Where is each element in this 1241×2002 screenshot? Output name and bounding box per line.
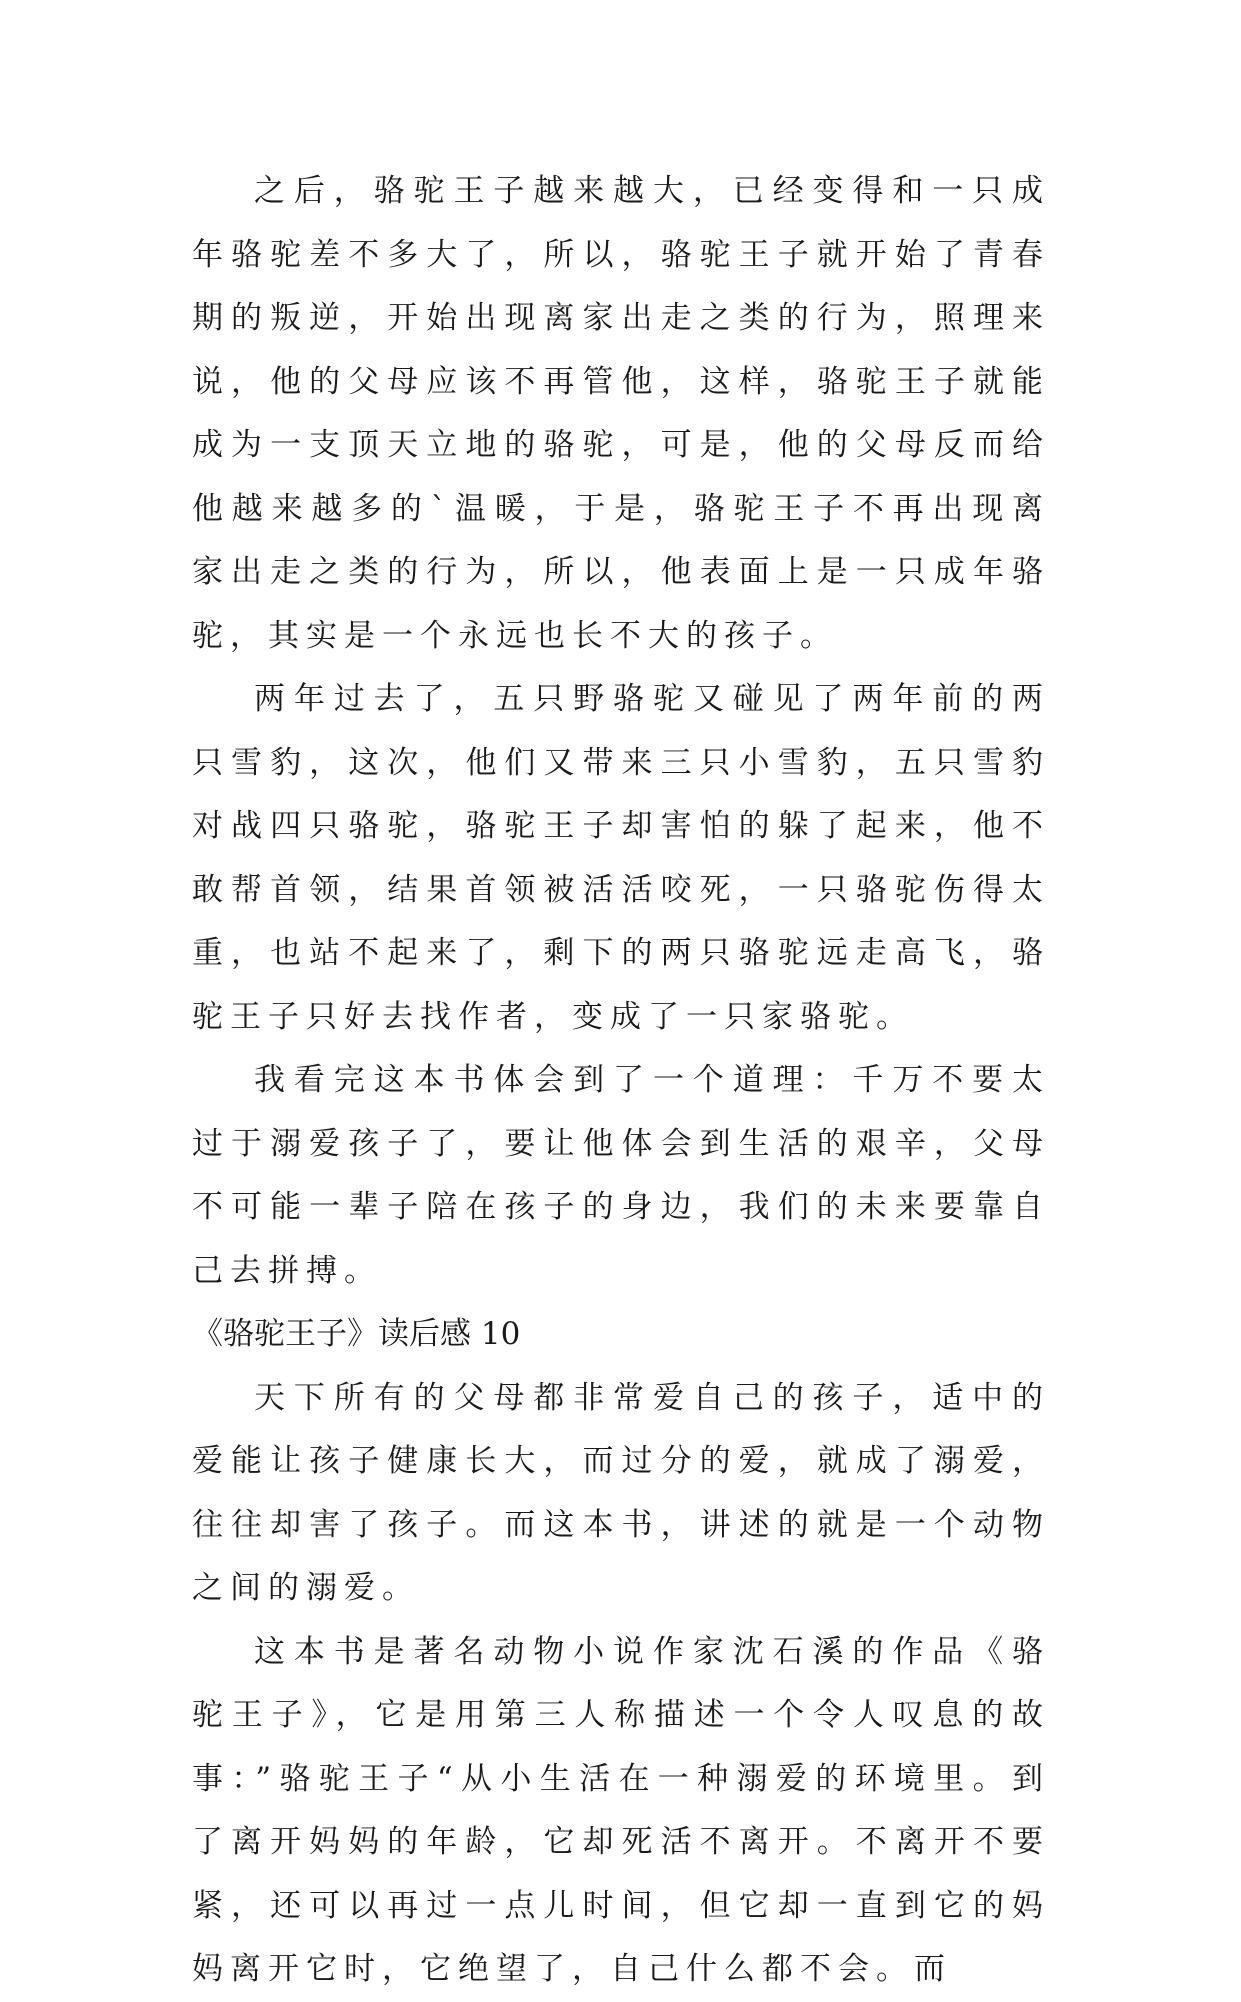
paragraph-camel-prince-growing-up: 之后，骆驼王子越来越大，已经变得和一只成年骆驼差不多大了，所以，骆驼王子就开始了青春期的叛逆，开始出现离家出走之类的行为，照理来说，他的父母应该不再管他，这样，骆驼王子就能成为一支顶天立地的骆驼，可是，他的父母反而给他越来越多的`温暖，于是，骆驼王子不再出现离家出走之类的行为，所以，他表面上是一只成年骆驼，其实是一个永远也长不大的孩子。 xyxy=(192,173,1050,654)
document-page xyxy=(192,160,1050,2002)
paragraph-snow-leopard-battle: 两年过去了，五只野骆驼又碰见了两年前的两只雪豹，这次，他们又带来三只小雪豹，五只雪豹对战四只骆驼，骆驼王子却害怕的躲了起来，他不敢帮首领，结果首领被活活咬死，一只骆驼伤得太重，也站不起来了，剩下的两只骆驼远走高飞，骆驼王子只好去找作者，变成了一只家骆驼。 xyxy=(192,681,1050,1035)
paragraph-parents-love: 天下所有的父母都非常爱自己的孩子，适中的爱能让孩子健康长大，而过分的爱，就成了溺爱，往往却害了孩子。而这本书，讲述的就是一个动物之间的溺爱。 xyxy=(192,1379,1050,1606)
section-heading: 《骆驼王子》读后感 10 xyxy=(192,1316,521,1352)
paragraph-book-introduction: 这本书是著名动物小说作家沈石溪的作品《骆驼王子》，它是用第三人称描述一个令人叹息的故事：”骆驼王子“从小生活在一种溺爱的环境里。到了离开妈妈的年龄，它却死活不离开。不离开不要紧，还可以再过一点儿时间，但它却一直到它的妈妈离开它时，它绝望了，自己什么都不会。而 xyxy=(192,1633,1050,1987)
paragraph-lesson-learned: 我看完这本书体会到了一个道理：千万不要太过于溺爱孩子了，要让他体会到生活的艰辛，父母不可能一辈子陪在孩子的身边，我们的未来要靠自己去拼搏。 xyxy=(192,1062,1050,1289)
